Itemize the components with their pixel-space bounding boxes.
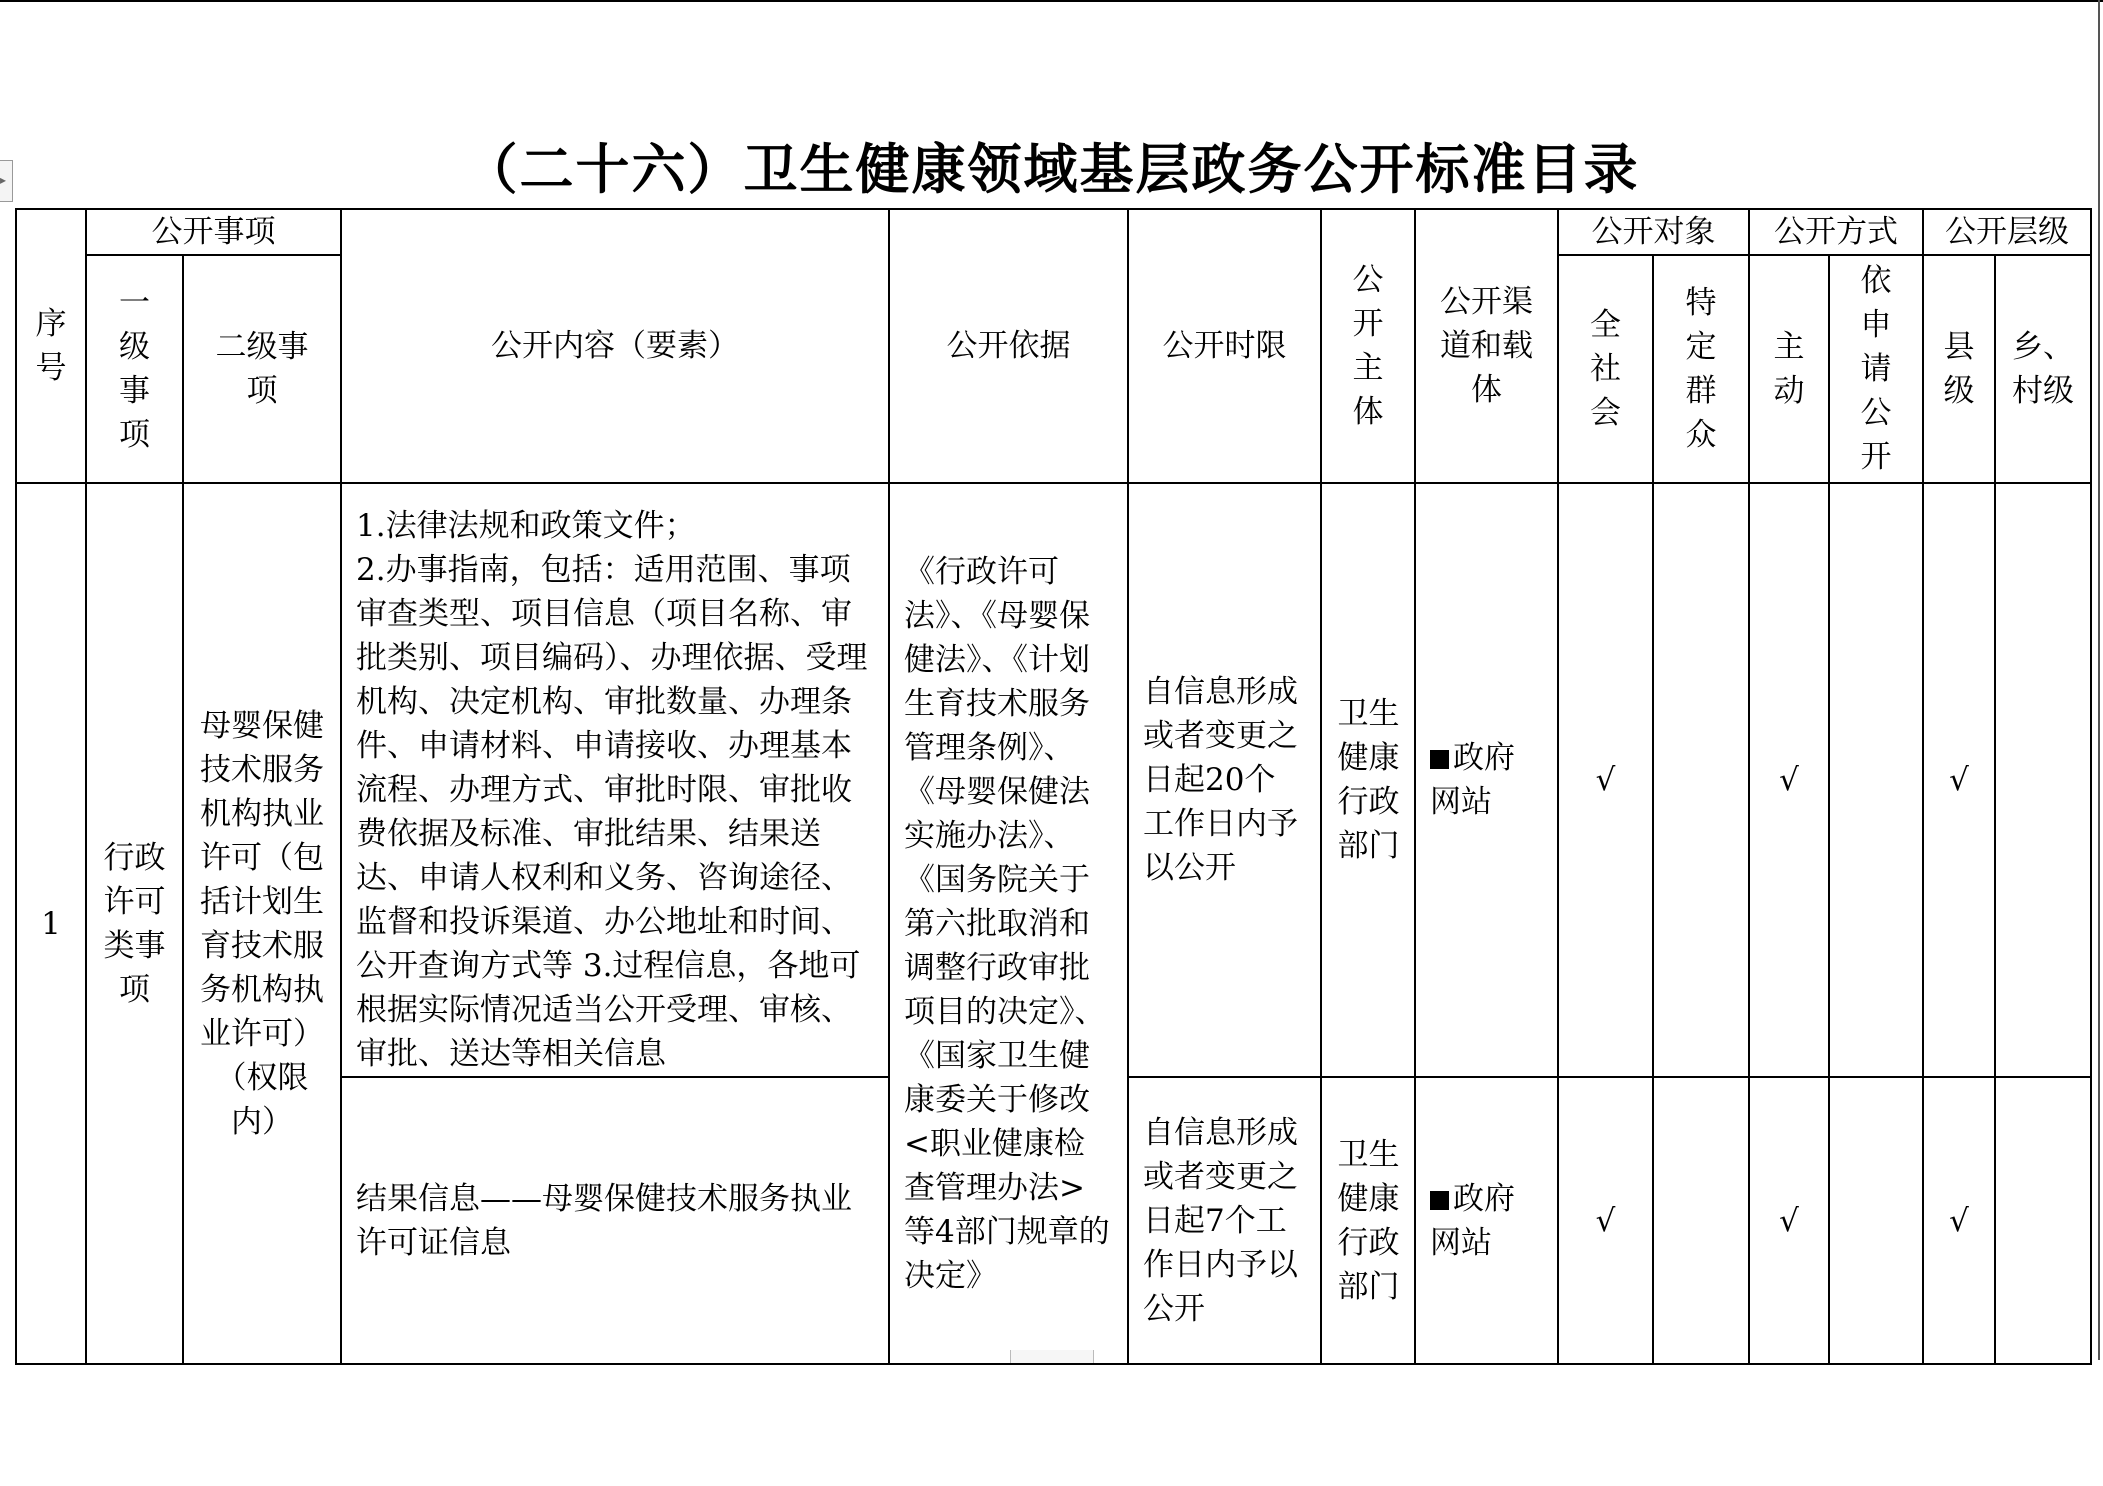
header-level-village: 乡、村级 [1995,255,2091,483]
header-basis: 公开依据 [889,209,1128,483]
row-level-county-1: √ [1923,483,1995,1077]
row-target-specific-2 [1653,1077,1749,1364]
row-method-request-2 [1829,1077,1923,1364]
row-basis: 《行政许可法》、《母婴保健法》、《计划生育技术服务管理条例》、《母婴保健法实施办法》、《国务院关于第六批取消和调整行政审批项目的决定》、《国家卫生健康委关于修改<职业健康检查管理办法>等4部门规章的决定》 [889,483,1128,1364]
row-subject-1: 卫生健康行政部门 [1321,483,1415,1077]
header-level-county: 县级 [1923,255,1995,483]
row-method-active-2: √ [1749,1077,1829,1364]
content-line-2: 2.办事指南，包括：适用范围、事项审查类型、项目信息（项目名称、审批类别、项目编码）、办理依据、受理机构、决定机构、审批数量、办理条件、申请材料、申请接收、办理基本流程、办理方式、审批时限、审批收费依据及标准、审批结果、结果送达、申请人权利和义务、咨询途径、监督和投诉渠道、办公地址和时间、公开查询方式等 3.过程信息，各地可根据实际情况适当公开受理、审核、审批、送达等相关信息 [356,552,868,1072]
header-level2: 二级事项 [183,255,341,483]
left-edge-marker-icon[interactable]: ▸ [0,160,13,202]
row-time-limit-1: 自信息形成或者变更之日起20个工作日内予以公开 [1128,483,1321,1077]
document-title: （二十六）卫生健康领域基层政务公开标准目录 [463,138,1640,201]
row-level2: 母婴保健技术服务机构执业许可（包括计划生育技术服务机构执业许可）（权限内） [183,483,341,1364]
row-method-active-1: √ [1749,483,1829,1077]
header-items-group: 公开事项 [86,209,341,255]
top-border-line [0,0,2103,2]
content-line-1: 结果信息——母婴保健技术服务执业许可证信息 [356,1180,852,1261]
header-target-group: 公开对象 [1558,209,1749,255]
black-square-icon [1430,1191,1449,1210]
row-seq: 1 [16,483,86,1364]
row-level-village-1 [1995,483,2091,1077]
catalog-table [15,208,2092,1365]
header-row-1 [16,209,2091,255]
row-content-2 [341,1077,889,1364]
header-target-all: 全社会 [1558,255,1653,483]
header-level-group: 公开层级 [1923,209,2091,255]
header-subject: 公开主体 [1321,209,1415,483]
header-method-active: 主动 [1749,255,1829,483]
row-level-village-2 [1995,1077,2091,1364]
header-level1: 一级事项 [86,255,183,483]
row-target-all-2: √ [1558,1077,1653,1364]
header-method-request: 依申请公开 [1829,255,1923,483]
table-row [16,483,2091,1077]
header-channel: 公开渠道和载体 [1415,209,1558,483]
row-level-county-2: √ [1923,1077,1995,1364]
row-target-specific-1 [1653,483,1749,1077]
row-channel-1: 政府网站 [1415,483,1558,1077]
header-seq: 序号 [16,209,86,483]
black-square-icon [1430,750,1449,769]
row-content-1 [341,483,889,1077]
row-subject-2: 卫生健康行政部门 [1321,1077,1415,1364]
header-target-specific: 特定群众 [1653,255,1749,483]
header-content: 公开内容（要素） [341,209,889,483]
content-line-1: 1.法律法规和政策文件； [356,508,696,544]
header-time-limit: 公开时限 [1128,209,1321,483]
row-level1: 行政许可类事项 [86,483,183,1364]
header-method-group: 公开方式 [1749,209,1923,255]
row-method-request-1 [1829,483,1923,1077]
row-target-all-1: √ [1558,483,1653,1077]
row-time-limit-2: 自信息形成或者变更之日起7个工作日内予以公开 [1128,1077,1321,1364]
row-channel-2: 政府网站 [1415,1077,1558,1364]
